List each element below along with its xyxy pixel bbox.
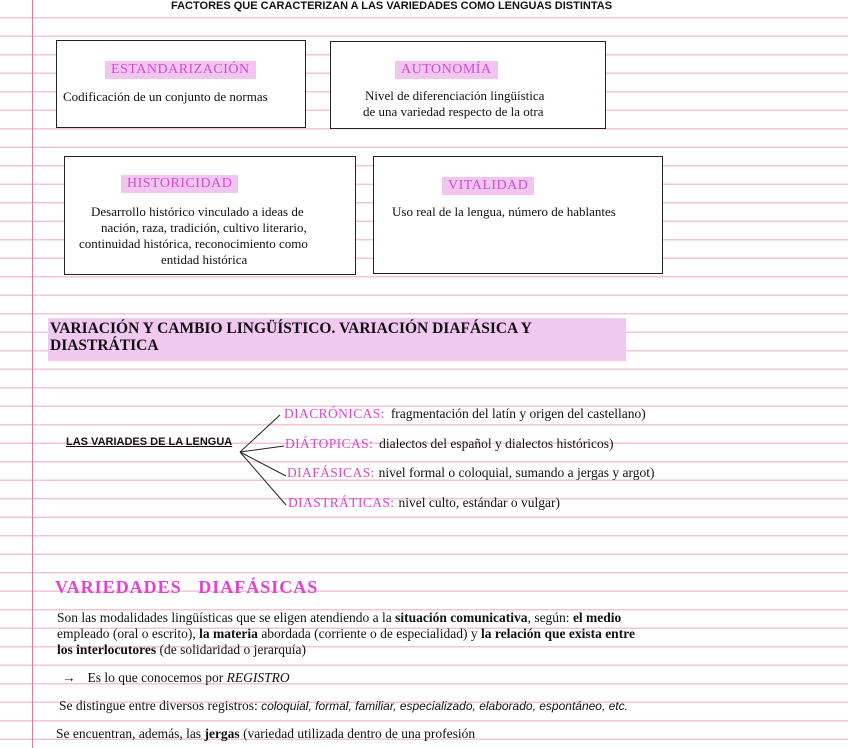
connector-line-diafasicas [240,452,286,476]
factor-description: Nivel de diferenciación lingüística [365,88,545,103]
diafasicas-paragraph-line-2 [57,626,635,642]
text-run-bold: jergas [204,726,240,741]
text-run: Son las modalidades lingüísticas que se eligen atendiendo a la [57,610,396,625]
text-run-bold: situación comunicativa [395,610,528,625]
factor-description: continuidad histórica, reconocimiento como [79,236,308,251]
factor-label: ESTANDARIZACIÓN [105,61,256,79]
variety-branch-diatopicas [285,436,613,452]
text-run: (variedad utilizada dentro de una profesión [239,726,476,741]
variety-branch-diastraticas [288,495,560,511]
text-run: empleado (oral o escrito), [57,626,200,641]
arrow-icon: → [62,670,76,685]
factor-description: de una variedad respecto de la otra [363,104,544,119]
text-run: , según: [527,610,573,625]
factor-label: VITALIDAD [442,177,534,195]
page-title: FACTORES QUE CARACTERIZAN A LAS VARIEDADES COMO LENGUAS DISTINTAS [171,0,613,12]
variety-label: DIACRÓNICAS: [284,406,385,421]
factor-description: nación, raza, tradición, cultivo literario, [101,220,307,235]
text-run: Se distingue entre diversos registros: [59,698,262,713]
text-run: Se encuentran, además, las [56,726,205,741]
connector-line-diastraticas [240,452,286,505]
section-heading: VARIACIÓN Y CAMBIO LINGÜÍSTICO. VARIACIÓN DIAFÁSICA Y DIASTRÁTICA [50,320,532,354]
connector-line-diacronicas [240,415,280,452]
text-run: Es lo que conocemos por [87,670,227,685]
factor-description: entidad histórica [161,252,248,267]
variety-description: fragmentación del latín y origen del castellano) [390,406,646,421]
variety-label: DIASTRÁTICAS: [288,495,395,510]
variety-branch-diacronicas [284,406,646,422]
factor-description: Codificación de un conjunto de normas [63,89,268,104]
factor-label: AUTONOMÍA [395,61,498,79]
variety-label: DIAFÁSICAS: [287,465,375,480]
jergas-line [56,726,475,742]
registers-list: coloquial, formal, familiar, especializado, elaborado, espontáneo, etc. [261,699,628,713]
diafasicas-paragraph-line-1 [57,610,621,626]
factor-description: Desarrollo histórico vinculado a ideas de [91,204,304,219]
diafasicas-heading: VARIEDADES DIAFÁSICAS [55,577,319,597]
connector-line-diatopicas [240,446,284,452]
text-run-bold: el medio [572,610,622,625]
registro-line [62,670,290,686]
factor-description: Uso real de la lengua, número de hablantes [392,204,616,219]
registers-line [59,698,628,714]
variety-branch-diafasicas [287,465,654,481]
diafasicas-paragraph-line-3 [57,642,306,658]
registro-word: REGISTRO [226,670,290,685]
text-run-bold: la materia [199,626,258,641]
variety-description: nivel formal o coloquial, sumando a jergas y argot) [378,465,655,480]
text-run-bold: los interlocutores [57,642,157,657]
text-run-bold: la relación que exista entre [480,626,635,641]
variety-description: nivel culto, estándar o vulgar) [398,495,561,510]
variety-label: DIÁTOPICAS: [285,436,374,451]
factor-label: HISTORICIDAD [121,175,238,193]
varieties-root-label: LAS VARIADES DE LA LENGUA [66,436,233,448]
variety-description: dialectos del español y dialectos históricos) [379,436,614,451]
text-run: abordada (corriente o de especialidad) y [257,626,481,641]
text-run: (de solidaridad o jerarquía) [156,642,307,657]
